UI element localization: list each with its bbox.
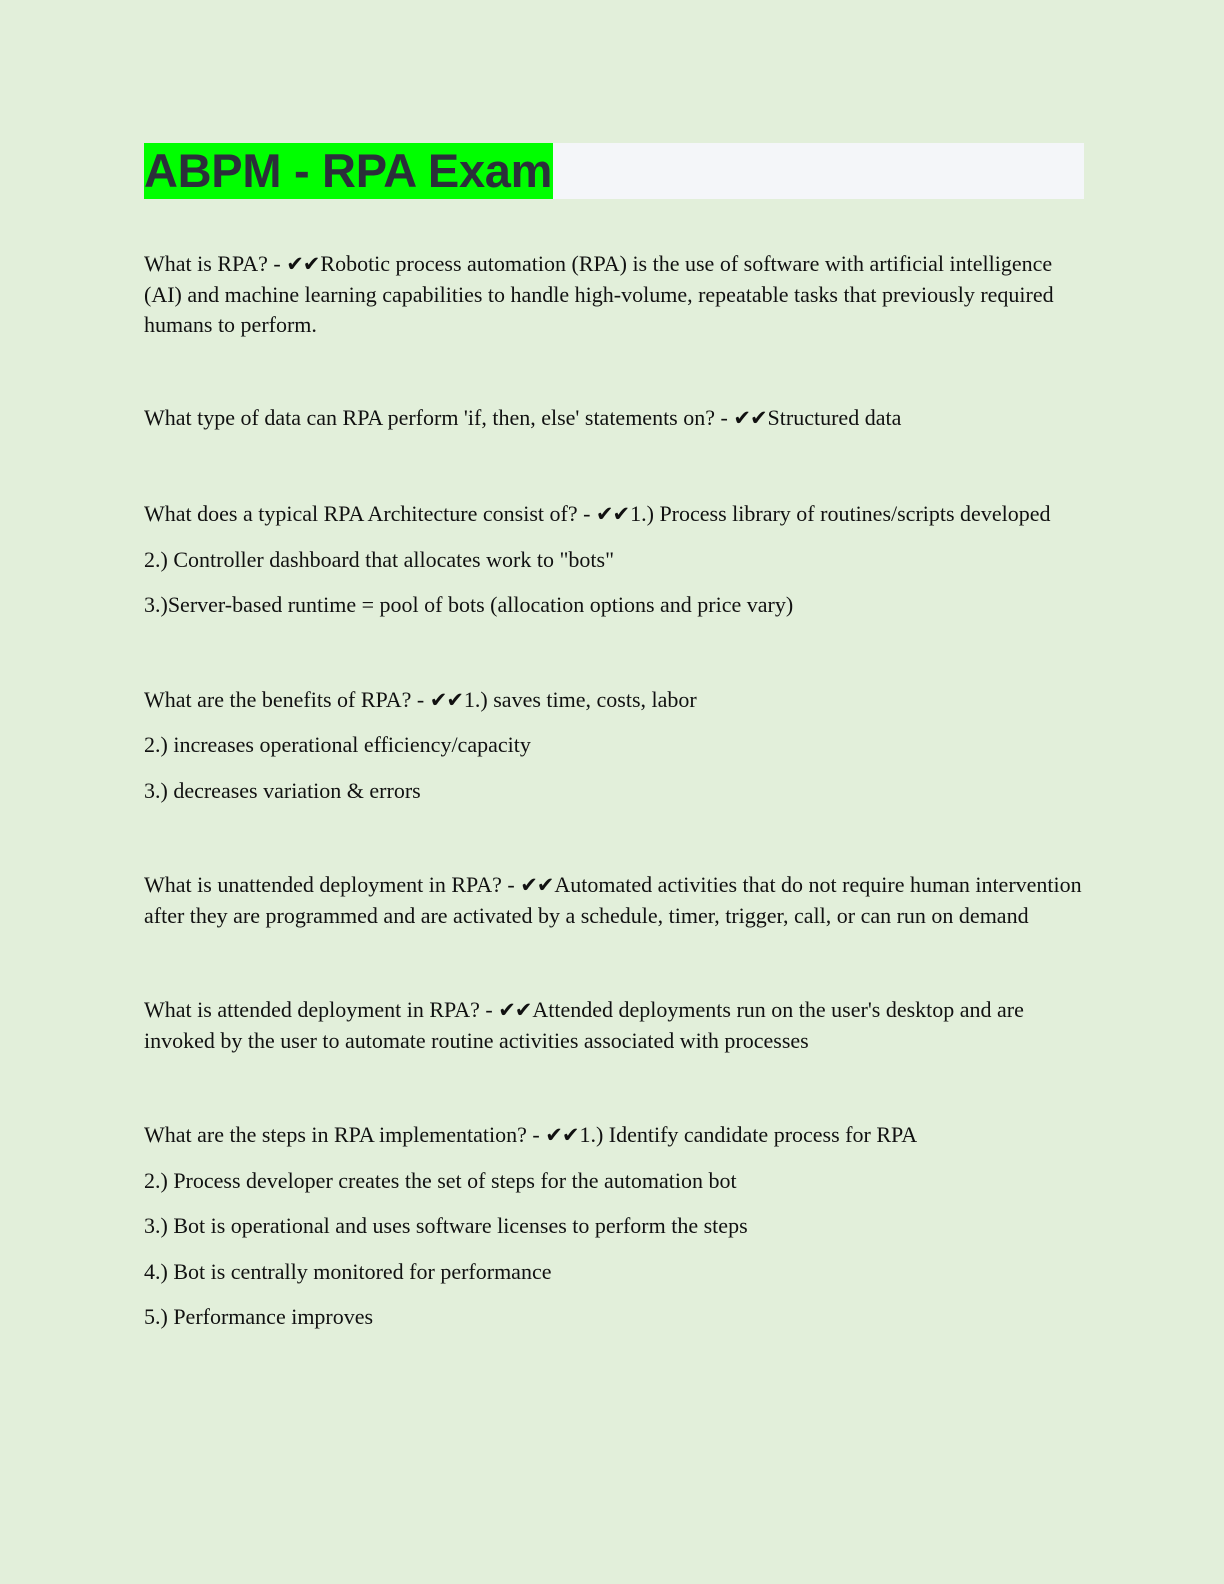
answer-text: Structured data <box>767 404 902 430</box>
question-text: What are the steps in RPA implementation? - <box>144 1122 546 1147</box>
qa-item <box>144 995 1084 1056</box>
qa-main-line <box>144 995 1084 1056</box>
qa-item <box>144 403 1084 434</box>
double-check-icon: ✔✔ <box>498 998 532 1022</box>
document-title: ABPM - RPA Exam <box>144 144 553 197</box>
question-text: What is unattended deployment in RPA? - <box>144 872 521 897</box>
answer-list-item: 4.) Bot is centrally monitored for performance <box>144 1258 552 1284</box>
qa-item <box>144 499 1084 621</box>
qa-item <box>144 870 1084 931</box>
qa-main-line <box>144 685 1084 716</box>
qa-main-line <box>144 1120 1084 1151</box>
double-check-icon: ✔✔ <box>733 405 767 430</box>
double-check-icon: ✔✔ <box>595 502 630 526</box>
answer-list-item: 5.) Performance improves <box>144 1304 374 1329</box>
qa-main-line <box>144 499 1084 530</box>
answer-text: Automated activities that do not require human intervention after they are programmed and are activated by a schedule, timer, trigger, call, or can run on demand <box>144 872 1082 928</box>
qa-main-line <box>144 249 1084 341</box>
question-text: What are the benefits of RPA? - <box>144 686 430 712</box>
answer-text: 1.) saves time, costs, labor <box>463 686 697 712</box>
answer-text: Attended deployments run on the user's desktop and are invoked by the user to automate routine activities associated with processes <box>144 997 1024 1053</box>
qa-item <box>144 249 1084 341</box>
double-check-icon: ✔✔ <box>545 1123 579 1147</box>
qa-main-line <box>144 403 1084 434</box>
answer-list-item: 2.) increases operational efficiency/capacity <box>144 732 531 757</box>
double-check-icon: ✔✔ <box>429 687 463 712</box>
answer-list-item: 2.) Controller dashboard that allocates work to "bots" <box>144 546 615 572</box>
question-text: What is attended deployment in RPA? - <box>144 997 499 1022</box>
double-check-icon: ✔✔ <box>286 252 320 276</box>
answer-list-item: 3.)Server-based runtime = pool of bots (allocation options and price vary) <box>144 592 794 617</box>
answer-list-item: 3.) Bot is operational and uses software licenses to perform the steps <box>144 1213 748 1238</box>
qa-item <box>144 1120 1084 1333</box>
answer-list-item: 2.) Process developer creates the set of steps for the automation bot <box>144 1167 737 1193</box>
title-bar <box>144 143 1084 199</box>
document-page <box>144 143 1084 1333</box>
answer-text: Robotic process automation (RPA) is the use of software with artificial intelligence (AI) and machine learning capabilities to handle high-volume, repeatable tasks that previously required humans to perform. <box>144 251 1054 337</box>
question-text: What type of data can RPA perform 'if, then, else' statements on? - <box>144 404 734 430</box>
qa-item <box>144 685 1084 807</box>
answer-list-item: 3.) decreases variation & errors <box>144 777 421 803</box>
question-text: What does a typical RPA Architecture consist of? - <box>144 501 596 526</box>
double-check-icon: ✔✔ <box>520 873 554 897</box>
answer-text: 1.) Identify candidate process for RPA <box>579 1122 918 1147</box>
answer-text: 1.) Process library of routines/scripts developed <box>630 501 1051 526</box>
question-text: What is RPA? - <box>144 251 287 276</box>
qa-main-line <box>144 870 1084 931</box>
